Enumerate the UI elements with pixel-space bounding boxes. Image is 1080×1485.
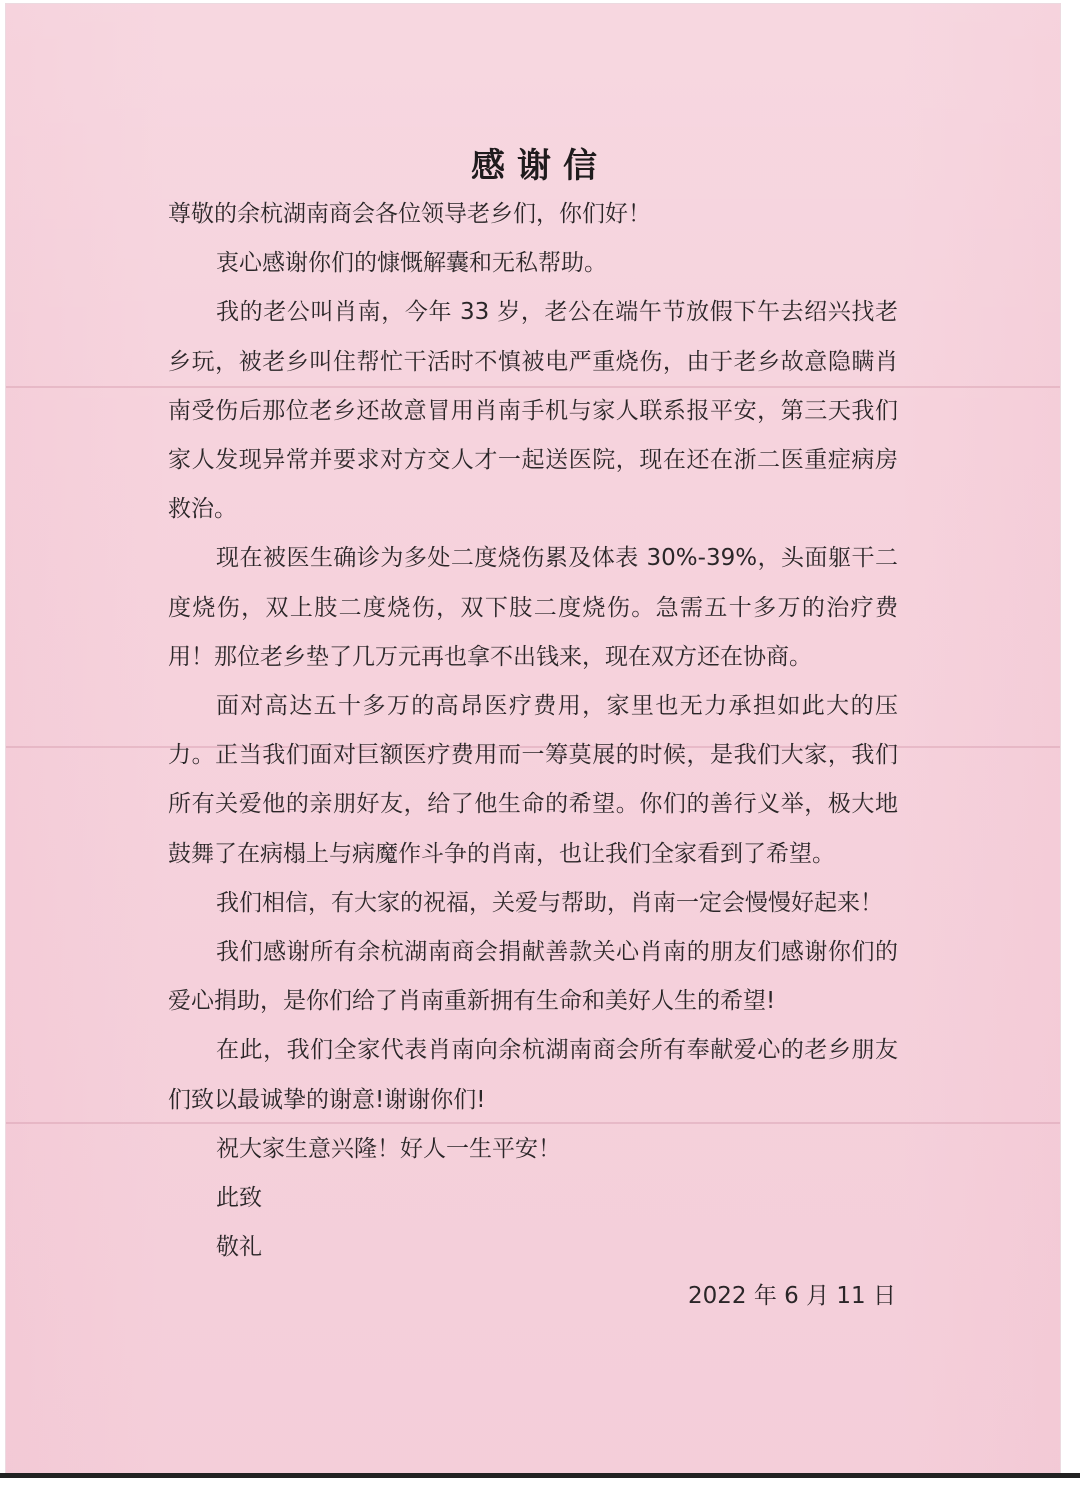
letter-closing-regards: 敬礼 (216, 1234, 262, 1261)
letter-paragraph: 我们感谢所有余杭湖南商会捐献善款关心肖南的朋友们感谢你们的爱心捐助，是你们给了肖南重新拥有生命和美好人生的希望! (168, 939, 898, 1015)
letter-salutation: 尊敬的余杭湖南商会各位领导老乡们，你们好！ (168, 201, 651, 227)
letter-paragraph: 我们相信，有大家的祝福，关爱与帮助，肖南一定会慢慢好起来！ (216, 889, 883, 916)
letter-closing-salute: 此致 (216, 1185, 262, 1212)
letter-blessing: 祝大家生意兴隆！好人一生平安！ (216, 1135, 561, 1162)
letter-paragraph: 现在被医生确诊为多处二度烧伤累及体表 30%-39%，头面躯干二度烧伤，双上肢二度烧伤，双下肢二度烧伤。急需五十多万的治疗费用！那位老乡垫了几万元再也拿不出钱来，现在双方还在协商。 (168, 545, 898, 670)
letter-paragraph: 在此，我们全家代表肖南向余杭湖南商会所有奉献爱心的老乡朋友们致以最诚挚的谢意!谢谢你们! (168, 1037, 898, 1113)
letter-title: 感谢信 (471, 146, 609, 186)
letter-date: 2022 年 6 月 11 日 (688, 1283, 896, 1310)
letter-paragraph: 面对高达五十多万的高昂医疗费用，家里也无力承担如此大的压力。正当我们面对巨额医疗费用而一筹莫展的时候，是我们大家，我们所有关爱他的亲朋好友，给了他生命的希望。你们的善行义举，极大地鼓舞了在病榻上与病魔作斗争的肖南，也让我们全家看到了希望。 (168, 693, 898, 867)
letter-body (168, 190, 898, 1322)
letter-paragraph: 我的老公叫肖南，今年 33 岁，老公在端午节放假下午去绍兴找老乡玩，被老乡叫住帮忙干活时不慎被电严重烧伤，由于老乡故意隐瞒肖南受伤后那位老乡还故意冒用肖南手机与家人联系报平安，第三天我们家人发现异常并要求对方交人才一起送医院，现在还在浙二医重症病房救治。 (168, 299, 898, 523)
letter-paragraph: 衷心感谢你们的慷慨解囊和无私帮助。 (216, 250, 607, 277)
